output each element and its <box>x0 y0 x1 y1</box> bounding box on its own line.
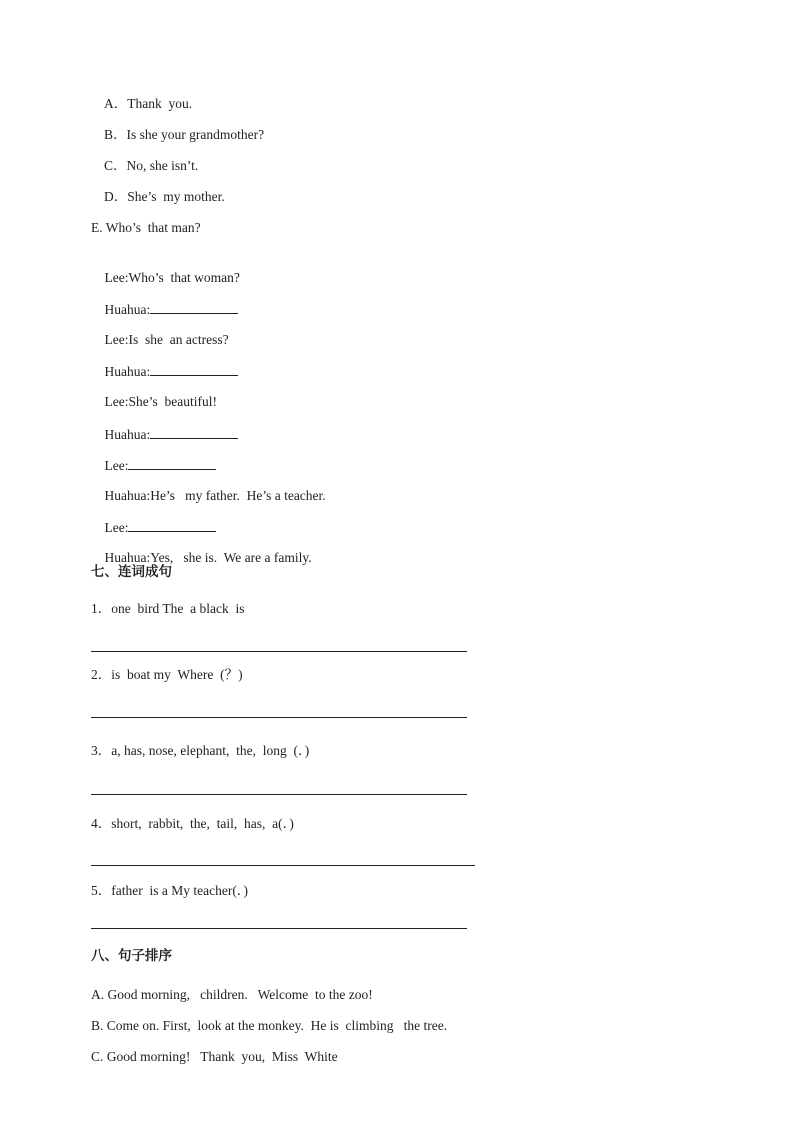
scramble-item-3: 3．a, has, nose, elephant, the, long (．) <box>91 743 310 758</box>
scramble-item-1: 1．one bird The a black is <box>91 601 245 616</box>
speaker: Lee: <box>104 270 129 285</box>
answer-line[interactable] <box>91 865 475 866</box>
utterance: Is she an actress? <box>128 332 229 347</box>
scramble-item-4: 4．short, rabbit, the, tail, has, a(．) <box>91 816 294 831</box>
choice-c: C．No, she isn’t. <box>104 158 199 173</box>
answer-blank[interactable] <box>150 425 238 439</box>
order-item-c: C. Good morning! Thank you, Miss White <box>91 1049 338 1064</box>
utterance: She’s beautiful! <box>128 394 217 409</box>
order-item-b: B. Come on. First, look at the monkey. He is climbing the tree. <box>91 1018 448 1033</box>
order-item-a: A. Good morning, children. Welcome to the zoo! <box>91 987 373 1002</box>
choice-e: E. Who’s that man? <box>91 220 201 235</box>
answer-blank[interactable] <box>128 518 216 532</box>
answer-line[interactable] <box>91 928 467 929</box>
utterance: He’s my father. He’s a teacher. <box>150 488 326 503</box>
section-7-title: 七、连词成句 <box>91 564 172 580</box>
speaker: Huahua: <box>104 488 151 503</box>
speaker: Huahua: <box>104 364 151 379</box>
choice-a: A．Thank you. <box>104 96 193 111</box>
answer-line[interactable] <box>91 717 467 718</box>
speaker: Huahua: <box>104 302 151 317</box>
speaker: Lee: <box>104 458 129 473</box>
speaker: Lee: <box>104 520 129 535</box>
speaker: Huahua: <box>104 427 151 442</box>
answer-blank[interactable] <box>150 362 238 376</box>
utterance: Yes, she is. We are a family. <box>150 550 312 565</box>
utterance: Who’s that woman? <box>128 270 240 285</box>
speaker: Huahua: <box>104 550 151 565</box>
choice-d: D．She’s my mother. <box>104 189 225 204</box>
speaker: Lee: <box>104 332 129 347</box>
answer-line[interactable] <box>91 651 467 652</box>
answer-line[interactable] <box>91 794 467 795</box>
section-8-title: 八、句子排序 <box>91 948 172 964</box>
answer-blank[interactable] <box>128 456 216 470</box>
scramble-item-2: 2．is boat my Where (？) <box>91 667 243 682</box>
scramble-item-5: 5．father is a My teacher(．) <box>91 883 249 898</box>
choice-b: B．Is she your grandmother? <box>104 127 265 142</box>
answer-blank[interactable] <box>150 300 238 314</box>
speaker: Lee: <box>104 394 129 409</box>
